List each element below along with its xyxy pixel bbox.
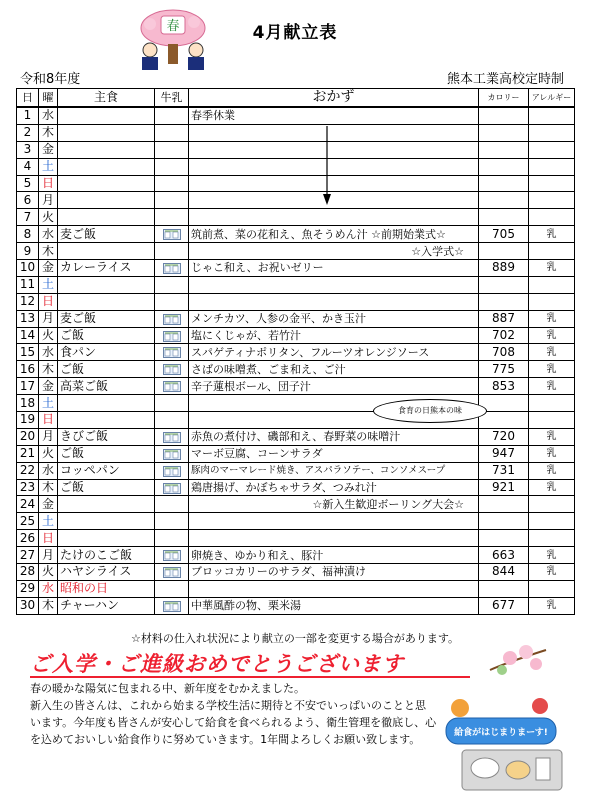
calorie-cell: 720 (479, 428, 529, 445)
milk-cell (155, 158, 189, 175)
allergy-cell (529, 175, 575, 192)
allergy-cell (529, 530, 575, 547)
day-cell: 27 (17, 547, 39, 564)
allergy-cell: 乳 (529, 226, 575, 243)
milk-cell (155, 344, 189, 361)
fiscal-year: 令和8年度 (20, 72, 81, 87)
day-cell: 19 (17, 412, 39, 429)
staple-cell (58, 243, 155, 260)
okazu-cell: 辛子蓮根ボール、団子汁 (189, 378, 479, 395)
allergy-cell (529, 243, 575, 260)
lunch-tray-label: 給食がはじまりまーす! (454, 728, 548, 738)
okazu-cell: じゃこ和え、お祝いゼリー (189, 260, 479, 277)
calorie-cell (479, 107, 529, 124)
milk-carton-icon (163, 432, 181, 443)
staple-cell: たけのこご飯 (58, 547, 155, 564)
staple-cell: 麦ご飯 (58, 226, 155, 243)
lunch-tray-illustration (440, 690, 572, 794)
day-cell: 8 (17, 226, 39, 243)
calorie-cell (479, 141, 529, 158)
staple-cell: チャーハン (58, 597, 155, 614)
table-row (17, 243, 575, 260)
table-row (17, 580, 575, 597)
staple-cell: 高菜ご飯 (58, 378, 155, 395)
table-row (17, 513, 575, 530)
milk-cell (155, 260, 189, 277)
milk-cell (155, 327, 189, 344)
table-row (17, 226, 575, 243)
calorie-cell (479, 175, 529, 192)
milk-cell (155, 192, 189, 209)
staple-cell (58, 293, 155, 310)
allergy-cell (529, 124, 575, 141)
table-row (17, 327, 575, 344)
allergy-cell (529, 107, 575, 124)
day-cell: 2 (17, 124, 39, 141)
day-cell: 22 (17, 462, 39, 479)
table-row (17, 564, 575, 581)
milk-cell (155, 226, 189, 243)
down-arrow-icon (322, 126, 332, 206)
milk-carton-icon (163, 449, 181, 460)
day-cell: 23 (17, 479, 39, 496)
staple-cell: ご飯 (58, 361, 155, 378)
allergy-cell (529, 513, 575, 530)
staple-cell: ご飯 (58, 479, 155, 496)
milk-carton-icon (163, 381, 181, 392)
okazu-cell (189, 124, 479, 141)
staple-cell (58, 276, 155, 293)
allergy-cell: 乳 (529, 260, 575, 277)
day-cell: 11 (17, 276, 39, 293)
okazu-cell (189, 530, 479, 547)
table-row (17, 412, 575, 429)
okazu-cell (189, 276, 479, 293)
table-row (17, 378, 575, 395)
milk-carton-icon (163, 466, 181, 477)
weekday-cell: 水 (39, 344, 58, 361)
milk-carton-icon (163, 347, 181, 358)
milk-carton-icon (163, 263, 181, 274)
milk-carton-icon (163, 601, 181, 612)
table-row (17, 276, 575, 293)
milk-cell (155, 412, 189, 429)
menu-table (16, 88, 575, 615)
staple-cell (58, 124, 155, 141)
staple-cell: 昭和の日 (58, 580, 155, 597)
day-cell: 30 (17, 597, 39, 614)
allergy-cell: 乳 (529, 310, 575, 327)
day-cell: 13 (17, 310, 39, 327)
staple-cell (58, 209, 155, 226)
calorie-cell (479, 158, 529, 175)
okazu-cell: マーボ豆腐、コーンサラダ (189, 445, 479, 462)
milk-cell (155, 361, 189, 378)
table-row (17, 395, 575, 412)
school-name: 熊本工業高校定時制 (446, 72, 564, 87)
weekday-cell: 水 (39, 580, 58, 597)
calorie-cell (479, 124, 529, 141)
table-row (17, 445, 575, 462)
milk-cell (155, 513, 189, 530)
table-row (17, 496, 575, 513)
staple-cell: 麦ご飯 (58, 310, 155, 327)
shokuiku-bubble: 食育の日熊本の味 (373, 399, 487, 423)
allergy-cell: 乳 (529, 597, 575, 614)
calorie-cell: 708 (479, 344, 529, 361)
weekday-cell: 月 (39, 428, 58, 445)
allergy-cell: 乳 (529, 378, 575, 395)
day-cell: 20 (17, 428, 39, 445)
allergy-cell (529, 395, 575, 412)
congrats-banner: ご入学・ご進級おめでとうございます (30, 652, 404, 676)
staple-cell: ご飯 (58, 445, 155, 462)
allergy-cell: 乳 (529, 344, 575, 361)
milk-cell (155, 378, 189, 395)
calorie-cell (479, 209, 529, 226)
milk-carton-icon (163, 567, 181, 578)
day-cell: 18 (17, 395, 39, 412)
okazu-cell: 鶏唐揚げ、かぼちゃサラダ、つみれ汁 (189, 479, 479, 496)
day-cell: 26 (17, 530, 39, 547)
spring-label: 春 (166, 19, 180, 34)
weekday-cell: 水 (39, 226, 58, 243)
weekday-cell: 火 (39, 327, 58, 344)
message-line: います。今年度も皆さんが安心して給食を食べられるよう、衛生管理を徹底し、心 (30, 716, 437, 729)
col-staple: 主食 (58, 89, 155, 108)
calorie-cell: 663 (479, 547, 529, 564)
weekday-cell: 土 (39, 513, 58, 530)
staple-cell (58, 192, 155, 209)
calorie-cell: 705 (479, 226, 529, 243)
calorie-cell: 889 (479, 260, 529, 277)
calorie-cell (479, 580, 529, 597)
okazu-cell (189, 158, 479, 175)
weekday-cell: 金 (39, 378, 58, 395)
table-row (17, 107, 575, 124)
milk-cell (155, 530, 189, 547)
message-line: 春の暖かな陽気に包まれる中、新年度をむかえました。 (30, 682, 305, 695)
day-cell: 29 (17, 580, 39, 597)
table-row (17, 547, 575, 564)
calorie-cell: 887 (479, 310, 529, 327)
staple-cell: きびご飯 (58, 428, 155, 445)
allergy-cell: 乳 (529, 361, 575, 378)
okazu-cell (189, 513, 479, 530)
table-row (17, 141, 575, 158)
milk-carton-icon (163, 314, 181, 325)
weekday-cell: 水 (39, 462, 58, 479)
allergy-cell (529, 276, 575, 293)
staple-cell (58, 412, 155, 429)
day-cell: 10 (17, 260, 39, 277)
milk-cell (155, 310, 189, 327)
calorie-cell: 844 (479, 564, 529, 581)
table-row (17, 597, 575, 614)
okazu-cell: メンチカツ、人参の金平、かき玉汁 (189, 310, 479, 327)
allergy-cell: 乳 (529, 564, 575, 581)
calorie-cell: 921 (479, 479, 529, 496)
allergy-cell: 乳 (529, 462, 575, 479)
okazu-cell (189, 192, 479, 209)
okazu-cell: 春季休業 (189, 107, 479, 124)
day-cell: 3 (17, 141, 39, 158)
banner-underline (30, 676, 470, 678)
milk-cell (155, 445, 189, 462)
weekday-cell: 土 (39, 395, 58, 412)
table-row (17, 344, 575, 361)
weekday-cell: 日 (39, 530, 58, 547)
day-cell: 16 (17, 361, 39, 378)
message-line: を込めておいしい給食作りに努めていきます。1年間よろしくお願い致します。 (30, 733, 421, 746)
weekday-cell: 金 (39, 260, 58, 277)
staple-cell: ご飯 (58, 327, 155, 344)
milk-cell (155, 395, 189, 412)
calorie-cell: 947 (479, 445, 529, 462)
allergy-cell: 乳 (529, 445, 575, 462)
table-row (17, 530, 575, 547)
milk-cell (155, 243, 189, 260)
weekday-cell: 木 (39, 361, 58, 378)
allergy-cell (529, 158, 575, 175)
okazu-cell (189, 141, 479, 158)
weekday-cell: 金 (39, 496, 58, 513)
col-day: 日 (17, 89, 39, 108)
staple-cell (58, 530, 155, 547)
okazu-cell: 卵焼き、ゆかり和え、豚汁 (189, 547, 479, 564)
milk-carton-icon (163, 364, 181, 375)
okazu-cell (189, 209, 479, 226)
okazu-cell: 塩にくじゃが、若竹汁 (189, 327, 479, 344)
okazu-cell (189, 175, 479, 192)
okazu-cell: さばの味噌煮、ごま和え、ご汁 (189, 361, 479, 378)
calorie-cell: 775 (479, 361, 529, 378)
table-row (17, 158, 575, 175)
milk-cell (155, 107, 189, 124)
okazu-cell: 赤魚の煮付け、磯部和え、春野菜の味噌汁 (189, 428, 479, 445)
calorie-cell (479, 530, 529, 547)
milk-cell (155, 597, 189, 614)
milk-cell (155, 564, 189, 581)
table-row (17, 462, 575, 479)
sakura-icon (488, 640, 548, 680)
milk-cell (155, 428, 189, 445)
spring-illustration (130, 6, 216, 72)
staple-cell: コッペパン (58, 462, 155, 479)
weekday-cell: 月 (39, 310, 58, 327)
day-cell: 17 (17, 378, 39, 395)
table-row (17, 310, 575, 327)
allergy-cell (529, 580, 575, 597)
calorie-cell: 731 (479, 462, 529, 479)
milk-cell (155, 276, 189, 293)
weekday-cell: 金 (39, 141, 58, 158)
milk-cell (155, 293, 189, 310)
okazu-cell: 中華風酢の物、栗米湯 (189, 597, 479, 614)
allergy-cell: 乳 (529, 547, 575, 564)
table-row (17, 124, 575, 141)
table-row (17, 361, 575, 378)
day-cell: 14 (17, 327, 39, 344)
col-milk: 牛乳 (155, 89, 189, 108)
calorie-cell (479, 192, 529, 209)
weekday-cell: 火 (39, 209, 58, 226)
staple-cell: ハヤシライス (58, 564, 155, 581)
day-cell: 28 (17, 564, 39, 581)
staple-cell (58, 513, 155, 530)
table-row (17, 260, 575, 277)
table-row (17, 192, 575, 209)
milk-cell (155, 462, 189, 479)
staple-cell: カレーライス (58, 260, 155, 277)
milk-cell (155, 124, 189, 141)
table-row (17, 175, 575, 192)
day-cell: 9 (17, 243, 39, 260)
allergy-cell (529, 209, 575, 226)
milk-cell (155, 496, 189, 513)
col-allergy: アレルギー (529, 89, 575, 108)
weekday-cell: 火 (39, 445, 58, 462)
okazu-cell: スパゲティナポリタン、フルーツオレンジソース (189, 344, 479, 361)
okazu-cell (189, 293, 479, 310)
staple-cell (58, 175, 155, 192)
milk-cell (155, 141, 189, 158)
day-cell: 25 (17, 513, 39, 530)
day-cell: 24 (17, 496, 39, 513)
okazu-cell: 豚肉のマーマレード焼き、アスパラソテー、コンソメスープ (189, 462, 479, 479)
weekday-cell: 日 (39, 293, 58, 310)
calorie-cell (479, 243, 529, 260)
calorie-cell (479, 412, 529, 429)
staple-cell (58, 158, 155, 175)
weekday-cell: 月 (39, 192, 58, 209)
allergy-cell: 乳 (529, 327, 575, 344)
calorie-cell (479, 496, 529, 513)
supply-note: ☆材料の仕入れ状況により献立の一部を変更する場合があります。 (131, 632, 459, 645)
weekday-cell: 木 (39, 243, 58, 260)
table-row (17, 293, 575, 310)
allergy-cell (529, 192, 575, 209)
weekday-cell: 日 (39, 175, 58, 192)
day-cell: 12 (17, 293, 39, 310)
calorie-cell (479, 293, 529, 310)
milk-carton-icon (163, 550, 181, 561)
day-cell: 7 (17, 209, 39, 226)
page-title: 4月献立表 (252, 23, 338, 43)
weekday-cell: 土 (39, 276, 58, 293)
allergy-cell (529, 412, 575, 429)
weekday-cell: 土 (39, 158, 58, 175)
col-weekday: 曜 (39, 89, 58, 108)
okazu-cell: 筑前煮、菜の花和え、魚そうめん汁 ☆前期始業式☆ (189, 226, 479, 243)
table-row (17, 209, 575, 226)
milk-cell (155, 175, 189, 192)
calorie-cell (479, 513, 529, 530)
day-cell: 6 (17, 192, 39, 209)
col-calorie: カロリー (479, 89, 529, 108)
table-row (17, 479, 575, 496)
milk-cell (155, 547, 189, 564)
allergy-cell: 乳 (529, 479, 575, 496)
okazu-cell: ☆入学式☆ (189, 243, 479, 260)
allergy-cell: 乳 (529, 428, 575, 445)
staple-cell (58, 107, 155, 124)
okazu-cell: ブロッコカリーのサラダ、福神漬け (189, 564, 479, 581)
weekday-cell: 月 (39, 547, 58, 564)
milk-cell (155, 479, 189, 496)
okazu-cell (189, 580, 479, 597)
day-cell: 1 (17, 107, 39, 124)
calorie-cell (479, 276, 529, 293)
staple-cell (58, 496, 155, 513)
weekday-cell: 木 (39, 124, 58, 141)
day-cell: 21 (17, 445, 39, 462)
milk-carton-icon (163, 331, 181, 342)
weekday-cell: 火 (39, 564, 58, 581)
weekday-cell: 木 (39, 597, 58, 614)
calorie-cell: 677 (479, 597, 529, 614)
allergy-cell (529, 293, 575, 310)
milk-cell (155, 209, 189, 226)
day-cell: 5 (17, 175, 39, 192)
day-cell: 15 (17, 344, 39, 361)
col-okazu: おかず (189, 89, 479, 108)
milk-carton-icon (163, 229, 181, 240)
message-line: 新入生の皆さんは、これから始まる学校生活に期待と不安でいっぱいのことと思 (30, 699, 426, 712)
milk-cell (155, 580, 189, 597)
weekday-cell: 木 (39, 479, 58, 496)
allergy-cell (529, 496, 575, 513)
staple-cell: 食パン (58, 344, 155, 361)
day-cell: 4 (17, 158, 39, 175)
milk-carton-icon (163, 483, 181, 494)
okazu-cell: ☆新入生歓迎ボーリング大会☆ (189, 496, 479, 513)
allergy-cell (529, 141, 575, 158)
weekday-cell: 水 (39, 107, 58, 124)
calorie-cell: 702 (479, 327, 529, 344)
greeting-message (30, 680, 450, 748)
weekday-cell: 日 (39, 412, 58, 429)
table-row (17, 428, 575, 445)
staple-cell (58, 395, 155, 412)
calorie-cell: 853 (479, 378, 529, 395)
staple-cell (58, 141, 155, 158)
